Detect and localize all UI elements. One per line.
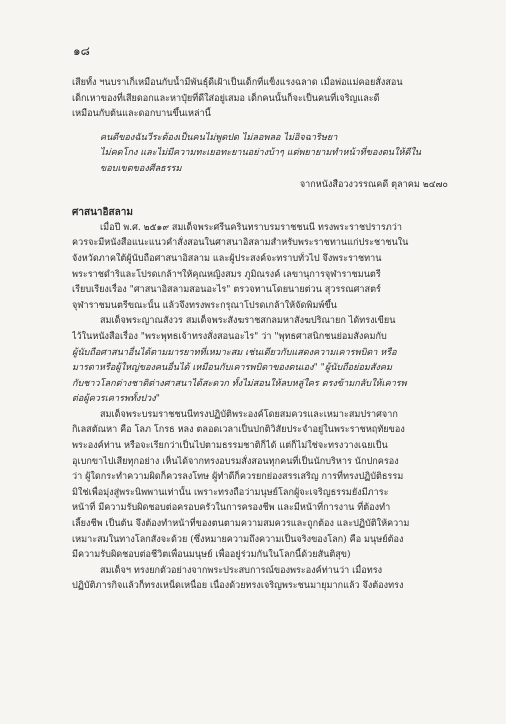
text-line: เหมือนกับต้นและดอกบานขึ้นเหล่านี้ [72,109,211,120]
text-line: เด็กเหาของที่เสียดอกและหาปุ๋ยที่ดีใส่อยู่เสมอ เด็กคนนั้นก็จะเป็นคนที่เจริญและดี [72,93,380,104]
text-line: จังหวัดภาคใต้ผู้นับถือศาสนาอิสลาม และผู้ประสงค์จะทราบทั่วไป จึงพระราชทาน [72,253,382,264]
text-line: กิเลสตัณหา คือ โลภ โกรธ หลง ตลอดเวลาเป็นปกติวิสัยประจำอยู่ในพระราชหฤทัยของ [72,425,405,436]
text-line: ไว้ในหนังสือเรื่อง "พระพุทธเจ้าทรงสั่งสอนอะไร" ว่า "พุทธศาสนิกชนย่อมสังคมกับ [72,331,387,342]
text-line: ผู้นับถือศาสนาอื่นได้ตามมารยาทที่เหมาะสม เช่นเดียวกับแสดงความเคารพบิดา หรือ [72,347,397,358]
text-line: มิใช่เพื่อมุ่งสู่พระนิพพานเท่านั้น เพราะทรงถือว่ามนุษย์โลกผู้จะเจริญธรรมยังมีภาระ [72,487,389,498]
text-line: ต่อผู้ควรเคารพทั้งปวง" [72,394,160,405]
text-line: พระองค์ท่าน หรือจะเรียกว่าเป็นไปตามธรรมชาติก็ได้ แต่ก็ไม่ใช่จะทรงวางเฉยเป็น [72,441,388,452]
text-line: เสียทั้ง ฯนบราเก็เหมือนกับน้ำมีพันธุ์ดีเฝ้าเป็นเด็กที่แข็งแรงฉลาด เมื่อพ่อแม่คอยสั่งสอน [72,78,403,88]
text-line: กับชาวโลกต่างชาติต่างศาสนาได้สะดวก ทั้งไม่สอนให้ลบหลู่ใคร ตรงข้ามกลับให้เคารพ [72,378,407,389]
text-line: เหมาะสมในทางโลกสังจะด้วย (ซึ่งหมายความถึงความเป็นจริงของโลก) คือ มนุษย์ต้อง [72,534,404,545]
quote-source: จากหนังสือวงวรรณคดี ตุลาคม ๒๔๗๐ [299,179,448,190]
text-line: ควรจะมีหนังสือแนะแนวคำสั่งสอนในศาสนาอิสลามสำหรับพระราชทานแก่ประชาชนใน [72,238,409,249]
page-number: ๑๘ [73,44,90,58]
section-heading: ศาสนาอิสลาม [72,207,133,219]
quote-line: คนดีของฉันวีระต้องเป็นคนไม่พูดปด ไม่ลอพลอ ไม่อิจฉาริษยา [100,132,338,143]
text-line: ปฏิบัติภารกิจแล้วก็ทรงเหน็ดเหนื่อย เนื่องด้วยทรงเจริญพระชนมายุมากแล้ว จึงต้องทรง [72,581,404,592]
text-line: เลี้ยงชีพ เป็นต้น จึงต้องทำหน้าที่ของตนตามความสมควรและถูกต้อง และปฏิบัติให้ความ [72,519,410,530]
text-line: จุฬาราชมนตรีขณะนั้น แล้วจึงทรงพระกรุณาโปรดเกล้าให้จัดพิมพ์ขึ้น [72,300,337,311]
text-line: หน้าที่ มีความรับผิดชอบต่อครอบครัวในการครองชีพ และมีหน้าที่การงาน ที่ต้องทำ [72,503,391,514]
text-line: สมเด็จพระบรมราชชนนีทรงปฏิบัติพระองค์โดยสมควรและเหมาะสมปราศจาก [100,409,398,420]
text-line: มีความรับผิดชอบต่อชีวิตเพื่อนมนุษย์ เพื่ออยู่ร่วมกันในโลกนี้ด้วยสันติสุข) [72,550,351,561]
text-line: เรียบเรียงเรื่อง "ศาสนาอิสลามสอนอะไร" ตรวจทานโดยนายต่วน สุวรรณศาสตร์ [72,285,381,296]
text-line: สมเด็จพระญาณสังวร สมเด็จพระสังฆราชสกลมหาสังฆปริณายก ได้ทรงเขียน [100,316,396,327]
text-line: อุเบกขาไปเสียทุกอย่าง เห็นได้จากทรงอบรมสั่งสอนทุกคนที่เป็นนักบริหาร นักปกครอง [72,456,399,467]
text-line: พระราชดำริและโปรดเกล้าฯให้คุณหญิงสมร ภูมิณรงค์ เลขานุการจุฬาราชมนตรี [72,269,381,280]
quote-line: ไม่คดโกง และไม่มีความทะเยอทะยานอย่างบ้าๆ แต่พยายามทำหน้าที่ของตนให้ดีใน [100,148,422,159]
text-line: ว่า ผู้ใดกระทำความผิดก็ควรลงโทษ ผู้ทำดีก็ควรยกย่องสรรเสริญ การที่ทรงปฏิบัติธรรม [72,472,404,483]
body-text [72,76,452,595]
text-line: เมื่อปี พ.ศ. ๒๕๑๙ สมเด็จพระศรีนครินทราบรมราชชนนี ทรงพระราชปรารภว่า [100,222,402,233]
text-line: มารดาหรือผู้ใหญ่ของคนอื่นได้ เหมือนกับเคารพบิดาของตนเอง" "ผู้นับถือย่อมสังคม [72,363,392,374]
quote-line: ขอบเขตของศีลธรรม [100,163,182,174]
text-line: สมเด็จฯ ทรงยกตัวอย่างจากพระประสบการณ์ของพระองค์ท่านว่า เมื่อทรง [100,565,383,576]
